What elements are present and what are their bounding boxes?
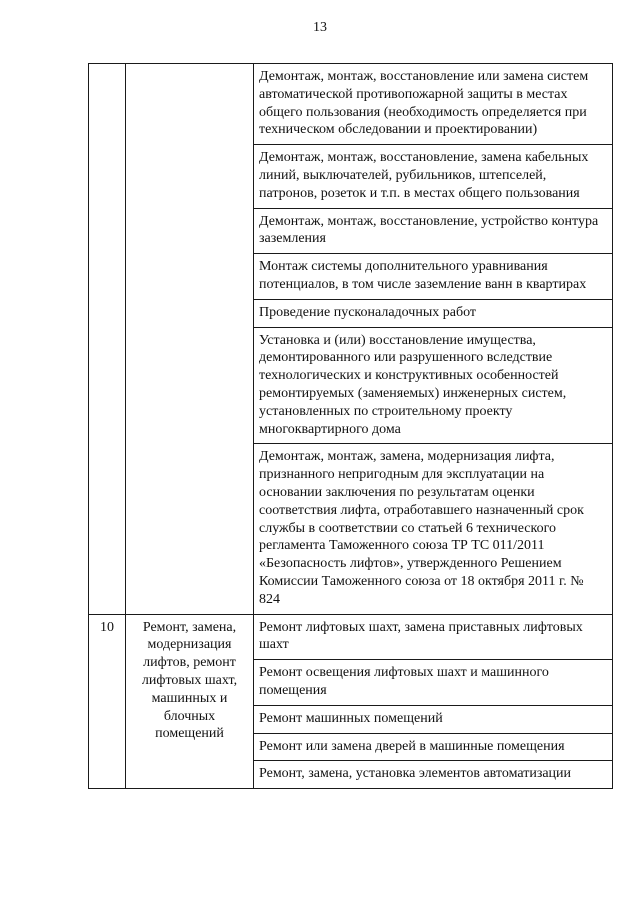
work-item: Демонтаж, монтаж, восстановление, замена кабельных линий, выключателей, рубильников, штепселей, патронов, розеток и т.п. в местах общего пользования <box>254 145 613 208</box>
number-cell-empty <box>89 64 126 615</box>
work-item: Ремонт освещения лифтовых шахт и машинного помещения <box>254 660 613 706</box>
work-item: Ремонт лифтовых шахт, замена приставных лифтовых шахт <box>254 614 613 660</box>
work-item: Демонтаж, монтаж, восстановление или замена систем автоматической противопожарной защиты в местах общего пользования (необходимость определяется при техническом обследовании и проектировании) <box>254 64 613 145</box>
work-item: Монтаж системы дополнительного уравнивания потенциалов, в том числе заземление ванн в квартирах <box>254 254 613 300</box>
work-item: Установка и (или) восстановление имущества, демонтированного или разрушенного вследствие технологических и конструктивных особенностей ремонтируемых (заменяемых) инженерных систем, установленных по строительному проекту многоквартирного дома <box>254 327 613 444</box>
table-row <box>89 614 613 660</box>
page-number: 13 <box>313 20 327 35</box>
name-cell-empty <box>126 64 254 615</box>
work-item: Демонтаж, монтаж, восстановление, устройство контура заземления <box>254 208 613 254</box>
works-table <box>88 63 613 789</box>
work-item: Ремонт, замена, установка элементов автоматизации <box>254 761 613 789</box>
work-item: Демонтаж, монтаж, замена, модернизация лифта, признанного непригодным для эксплуатации на основании заключения по результатам оценки соответствия лифта, отработавшего назначенный срок службы в соответствии со статьей 6 технического регламента Таможенного союза ТР ТС 011/2011 «Безопасность лифтов», утвержденного Решением Комиссии Таможенного союза от 18 октября 2011 г. № 824 <box>254 444 613 614</box>
section-number: 10 <box>89 614 126 789</box>
work-item: Ремонт или замена дверей в машинные помещения <box>254 733 613 761</box>
work-item: Проведение пусконаладочных работ <box>254 299 613 327</box>
section-name: Ремонт, замена, модернизация лифтов, ремонт лифтовых шахт, машинных и блочных помещений <box>126 614 254 789</box>
table-row <box>89 64 613 145</box>
work-item: Ремонт машинных помещений <box>254 705 613 733</box>
